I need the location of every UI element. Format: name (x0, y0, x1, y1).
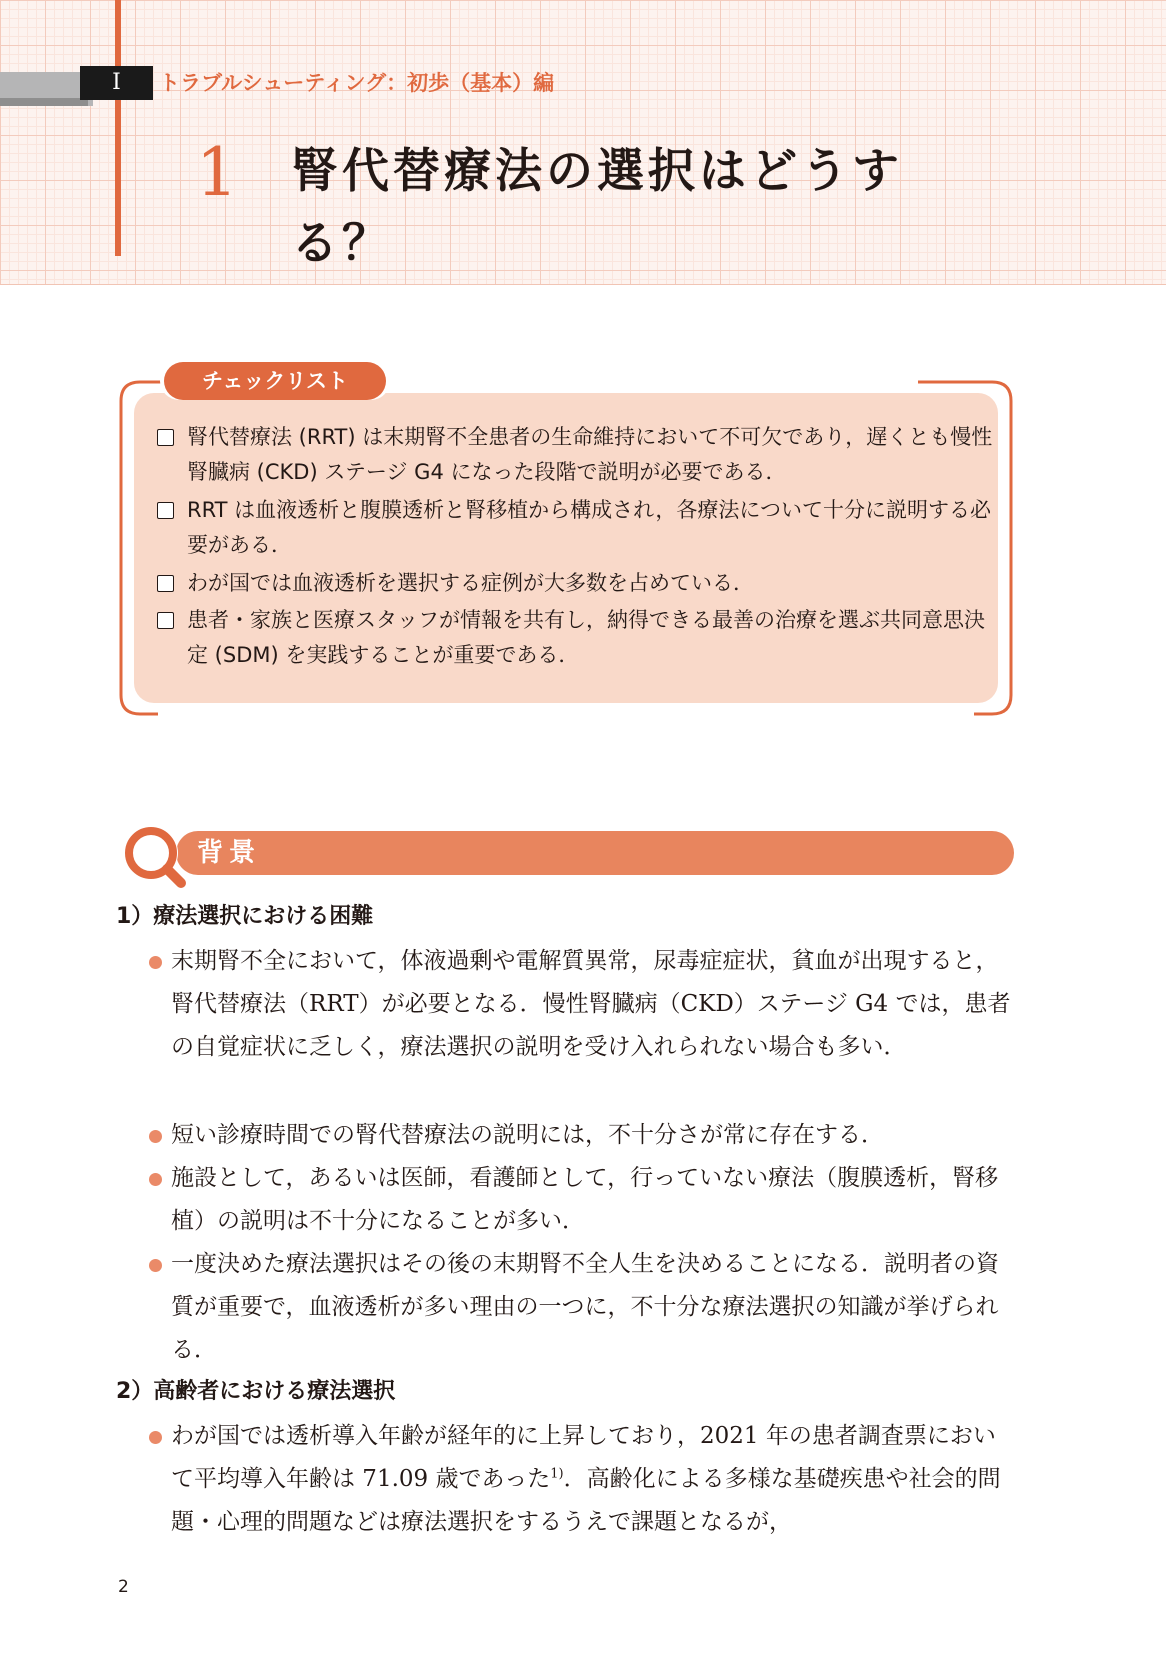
list-item (149, 940, 1017, 1069)
list-item-text: 末期腎不全において，体液過剰や電解質異常，尿毒症症状，貧血が出現すると，腎代替療法（RRT）が必要となる．慢性腎臓病（CKD）ステージ G4 では，患者の自覚症状に乏しく，療法選択の説明を受け入れられない場合も多い． (171, 948, 1011, 1060)
reference-superscript[interactable]: 1) (550, 1466, 564, 1482)
magnifier-icon (121, 823, 189, 889)
part-title: トラブルシューティング：初歩（基本）編 (159, 71, 555, 95)
checklist-item-text: RRT は血液透析と腹膜透析と腎移植から構成され，各療法について十分に説明する必要がある． (187, 498, 991, 557)
checklist-item-text: 患者・家族と医療スタッフが情報を共有し，納得できる最善の治療を選ぶ共同意思決定 (SDM) を実践することが重要である． (187, 608, 985, 667)
list-item (149, 1114, 1017, 1157)
checklist-item (155, 420, 995, 490)
list-item-text: 一度決めた療法選択はその後の末期腎不全人生を決めることになる．説明者の資質が重要で，血液透析が多い理由の一つに，不十分な療法選択の知識が挙げられる． (171, 1251, 999, 1363)
list-item-text: 施設として，あるいは医師，看護師として，行っていない療法（腹膜透析，腎移植）の説明は不十分になることが多い． (171, 1165, 999, 1234)
checklist-item-text: 腎代替療法 (RRT) は末期腎不全患者の生命維持において不可欠であり，遅くとも慢性腎臓病 (CKD) ステージ G4 になった段階で説明が必要である． (187, 425, 993, 484)
checklist-label: チェックリスト (164, 362, 386, 400)
subsection-heading: 1）療法選択における困難 (116, 904, 374, 929)
header-vertical-line (115, 0, 121, 256)
bullet-dot-icon (149, 1431, 162, 1444)
page-number: 2 (118, 1577, 129, 1597)
part-numeral: I (80, 66, 153, 100)
header-divider (0, 284, 1166, 285)
checklist-item (155, 493, 995, 563)
section-title: 背景 (197, 838, 262, 868)
list-item-text: わが国では透析導入年齢が経年的に上昇しており，2021 年の患者調査票において平均導入年齢は 71.09 歳であった (171, 1423, 996, 1492)
list-item-text-continued: ．高齢化による多様な基礎疾患や社会的問題・心理的問題などは療法選択をするうえで課題となるが， (171, 1466, 1001, 1535)
list-item (149, 1157, 1017, 1243)
checklist-item (155, 566, 995, 601)
checkbox-icon[interactable] (157, 612, 174, 629)
section-heading-bar (176, 831, 1014, 875)
bullet-dot-icon (149, 1173, 162, 1186)
list-item (149, 1415, 1017, 1544)
checkbox-icon[interactable] (157, 575, 174, 592)
checkbox-icon[interactable] (157, 429, 174, 446)
bullet-dot-icon (149, 1130, 162, 1143)
checkbox-icon[interactable] (157, 502, 174, 519)
subsection-heading: 2）高齢者における療法選択 (116, 1379, 396, 1404)
chapter-number: 1 (196, 134, 238, 211)
bullet-dot-icon (149, 956, 162, 969)
list-item-text: 短い診療時間での腎代替療法の説明には，不十分さが常に存在する． (171, 1122, 884, 1148)
chapter-title: 腎代替療法の選択はどうする？ (291, 144, 903, 271)
checklist-item (155, 603, 995, 673)
checklist-item-text: わが国では血液透析を選択する症例が大多数を占めている． (187, 571, 754, 595)
list-item (149, 1243, 1017, 1372)
bullet-dot-icon (149, 1259, 162, 1272)
part-tab-shadow (0, 98, 88, 106)
